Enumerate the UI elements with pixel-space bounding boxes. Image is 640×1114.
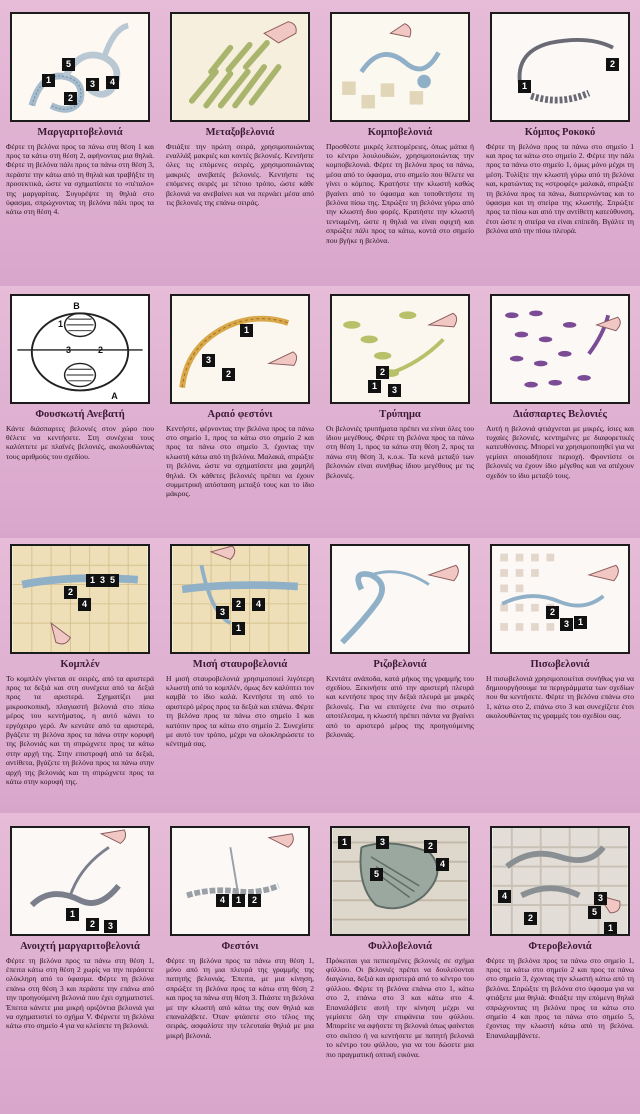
stitch-illustration	[10, 544, 150, 654]
step-number-label: 5	[588, 906, 601, 919]
step-number-label: 2	[606, 58, 619, 71]
step-number-label: 3	[202, 354, 215, 367]
stitch-description: Η πισωβελονιά χρησιμοποιείται συνήθως για να δημιουργήσουμε τα περιγράμματα των σχεδίων που θα κεντήσετε. Φέρτε τη βελόνα επάνω στο 1, κάτω στο 2, επάνω στο 3 και συνεχίζετε έτσι ακολουθώντας τις γραμμές του σχεδίου σας.	[486, 673, 634, 721]
step-number-label: 5	[62, 58, 75, 71]
step-number-label: 2	[546, 606, 559, 619]
stitch-illustration	[10, 12, 150, 122]
stitch-card-french-knot	[324, 12, 476, 245]
stitch-card-running	[324, 294, 476, 480]
stitch-card-half-cross	[164, 544, 316, 749]
fly-stitch-drawing	[492, 828, 628, 934]
step-number-label: 5	[106, 574, 119, 587]
stitch-card-stem	[324, 544, 476, 739]
step-number-label: 3	[560, 618, 573, 631]
step-number-label: 2	[424, 840, 437, 853]
step-number-label: 4	[78, 598, 91, 611]
step-number-label: 2	[232, 598, 245, 611]
stitch-illustration	[490, 294, 630, 404]
stitch-card-satin	[164, 12, 316, 207]
step-number-label: 2	[524, 912, 537, 925]
stitch-title: Αραιό φεστόνι	[207, 409, 273, 420]
step-number-label: 3	[594, 892, 607, 905]
step-number-label: 1	[66, 908, 79, 921]
stitch-title: Φεστόνι	[221, 941, 259, 952]
stem-stitch-drawing	[332, 546, 468, 652]
step-number-label: 4	[106, 76, 119, 89]
step-number-label: 2	[248, 894, 261, 907]
stitch-card-backstitch	[484, 544, 636, 721]
stitch-description: Το κομπλέν γίνεται σε σειρές, από τα αριστερά προς τα δεξιά και στη συνέχεια από τα δεξιά προς τα αριστερά. Σχηματίζει μια μικροσκοπική, πλαγιαστή βελονιά στο πίσω μέρος του κεντήματος, η αυτό κάνει το εργόχειρο γερό. Αν κεντάτε από τα αριστερά, βγάζετε τη βελόνα προς τα πάνω στην κορυφή της βελονιάς και τη σπρώχνετε προς τα κάτω στην αρχή της. Στην επιστροφή από τα δεξιά, αντίθετα, βγάζετε τη βελόνα προς τα πάνω στην αρχή της βελονιάς και τη σπρώχνετε προς τα κάτω στην κορυφή της.	[6, 673, 154, 787]
step-number-label: 2	[86, 918, 99, 931]
stitch-description: Κεντάτε ανάποδα, κατά μήκος της γραμμής του σχεδίου. Ξεκινήστε από την αριστερή πλευρά και κεντήστε προς την δεξιά πλευρά με μικρές βελονιές. Για να επιτύχετε ένα πιο στρωτό αποτέλεσμα, η κλωστή πρέπει πάντα να βγαίνει από το αριστερό μέρος της προηγούμενης βελονιάς.	[326, 673, 474, 739]
stitch-description: Φέρτε τη βελόνα προς τα πάνω στο σημείο 1 και προς τα κάτω στο σημείο 2. Φέρτε την πάλι προς τα πάνω στο σημείο 1, όμως μόνο μέχρι τη μέση. Τυλίξτε την κλωστή γύρω από τη βελόνα και, κρατώντας τις «στροφές» μαλακά, σπρώξτε τη βελόνα προς τα πάνω, διαπερνώντας και το ύφασμα και τη σπείρα της κλωστής. Σπρώξτε προς τα πίσω και από την αντίθετη κατεύθυνση, έτσι ώστε η σπείρα να είναι επίπεδη. Βγάλτε τη βελόνα από την πίσω πλευρά.	[486, 141, 634, 236]
step-number-label: 1	[86, 574, 99, 587]
stitch-title: Ριζοβελονιά	[373, 659, 427, 670]
step-number-label: 1	[574, 616, 587, 629]
step-number-label: 3	[388, 384, 401, 397]
loose-blanket-drawing	[172, 296, 308, 402]
stitch-illustration	[10, 826, 150, 936]
stitch-card-leaf	[324, 826, 476, 1059]
stitch-illustration	[490, 12, 630, 122]
leaf-stitch-drawing	[332, 828, 468, 934]
step-number-label: 2	[222, 368, 235, 381]
step-number-label: 1	[232, 894, 245, 907]
step-number-label: 1	[368, 380, 381, 393]
stitch-card-loose-blanket	[164, 294, 316, 499]
stitch-title: Ανοιχτή μαργαριτοβελονιά	[20, 941, 140, 952]
stitch-card-seed	[484, 294, 636, 480]
stitch-description: Κεντήστε, φέρνοντας την βελόνα προς τα πάνω στο σημείο 1, προς τα κάτω στο σημείο 2 και προς τα πάνω στο σημείο 3, έχοντας την κλωστή κάτω από τη βελόνα. Μαλακά, σπρώξτε τη βελόνα, ώστε να σχηματίσετε μια χαμηλή θηλιά. Οι κάθετες βελονιές πρέπει να έχουν συμμετρική απόσταση μεταξύ τους και το ίδιο μάκρος.	[166, 423, 314, 499]
stitch-illustration	[170, 294, 310, 404]
stitch-illustration	[330, 826, 470, 936]
stitch-description: Κάντε διάσπαρτες βελονιές στον χώρο που θέλετε να κεντήσετε. Στη συνέχεια τους καλύπτετε με πλαϊνές βελονιές, ακολουθώντας τους αριθμούς του σχεδίου.	[6, 423, 154, 461]
stitch-card-buttonhole	[164, 826, 316, 1040]
stitch-title: Μισή σταυροβελονιά	[192, 659, 288, 670]
stitch-card-continental	[4, 544, 156, 786]
buttonhole-drawing	[172, 828, 308, 934]
stitch-title: Πισωβελονιά	[530, 659, 590, 670]
stitch-illustration	[170, 544, 310, 654]
step-number-label: 1	[240, 324, 253, 337]
step-number-label: 1	[518, 80, 531, 93]
stitch-description: Φέρτε τη βελόνα προς τα πάνω στη θέση 1, μόνο από τη μια πλευρά της γραμμής της πατητής βελονιάς. Έπειτα, με μια κίνηση, σπρώξτε τη βελόνα προς τα κάτω στη θέση 2 και προς τα πάνω στη θέση 3. Πιάστε τη βελόνα με την κλωστή από κάτω της σαν θηλιά και επαναλάβετε. Όταν φτάσετε στο τέλος της σειράς, ασφαλίστε την τελευταία θηλιά με μια μικρή βελονιά.	[166, 955, 314, 1040]
step-number-label: 3	[104, 920, 117, 933]
stitch-title: Μαργαριτοβελονιά	[37, 127, 123, 138]
stitch-card-open-daisy	[4, 826, 156, 1031]
step-number-label: 4	[252, 598, 265, 611]
french-knot-drawing	[332, 14, 468, 120]
step-number-label: 1	[57, 319, 63, 329]
step-number-label: 1	[42, 74, 55, 87]
step-number-label: 4	[498, 890, 511, 903]
stitch-title: Κομπλέν	[60, 659, 100, 670]
step-number-label: 1	[338, 836, 351, 849]
stitch-illustration	[490, 544, 630, 654]
step-number-label: 3	[65, 345, 71, 355]
stitch-title: Μεταξοβελονιά	[205, 127, 275, 138]
step-number-label: 2	[64, 586, 77, 599]
stitch-description: Φέρτε τη βελόνα προς τα πάνω στη θέση 1, έπειτα κάτω στη θέση 2 χωρίς να την περάσετε ολόκληρη από το ύφασμα. Φέρτε τη βελόνα επάνω στη θέση 3 και περάστε την επάνω από την προηγούμενη βελονιά που έχει σχηματιστεί. Έπειτα κάνετε μια μικρή οριζόντια βελονιά για να σχηματιστεί το σχήμα V. Φέρνετε τη βελόνα κάτω στο σημείο 4 για να κλείσετε τη βελονιά.	[6, 955, 154, 1031]
open-daisy-drawing	[12, 828, 148, 934]
stitch-description: Φέρτε τη βελόνα προς τα πάνω στο σημείο 1, προς τα κάτω στο σημείο 2 και προς τα πάνω στο σημείο 3, έχοντας την κλωστή κάτω από τη βελόνα. Σπρώξτε τη βελόνα στο ύφασμα για να φτιάξετε μια θηλιά. Φτιάξτε την επόμενη θηλιά σπρώχνοντας τη βελόνα προς τα κάτω στο σημείο 4 και προς τα πάνω στο σημείο 5, έχοντας την κλωστή κάτω από τη βελόνα. Επαναλαμβάνετε.	[486, 955, 634, 1040]
stitch-illustration	[170, 12, 310, 122]
stitch-title: Φουσκωτή Ανεβατή	[35, 409, 125, 420]
step-number-label: 3	[96, 574, 109, 587]
seed-stitch-drawing	[492, 296, 628, 402]
step-number-label: 3	[216, 606, 229, 619]
step-number-label: B	[73, 301, 80, 311]
step-number-label: 2	[64, 92, 77, 105]
lazy-daisy-drawing	[12, 14, 148, 120]
step-number-label: 2	[97, 345, 103, 355]
stitch-description: Οι βελονιές τρυπήματα πρέπει να είναι όλες του ίδιου μεγέθους. Φέρτε τη βελόνα προς τα πάνω στη θέση 1, προς τα κάτω στη θέση 2, προς τα πάνω στη θέση 3, κ.ο.κ. Τα κενά μεταξύ των βελονιών είναι συνήθως ίδιου μεγέθους με τις βελονιές.	[326, 423, 474, 480]
stitch-description: Προσθέστε μικρές λεπτομέρειες, όπως μάτια ή το κέντρο λουλουδιών, χρησιμοποιώντας την κομποβελονιά. Φέρτε τη βελόνα προς τα πάνω, μέσα από το ύφασμα, στο σημείο που θέλετε να γίνει ο κόμπος. Κρατήστε την κλωστή καθώς βγαίνει από το ύφασμα και τοποθετήστε τη βελόνα πίσω της. Σπρώξτε τη βελόνα γύρω από την κλωστή δυο φορές. Κρατήστε την κλωστή τεντωμένη, ώστε η θηλιά να είναι σφιχτή και σπρώξτε πάλι προς τα κάτω, κοντά στο σημείο που βγήκε η βελόνα.	[326, 141, 474, 245]
step-number-label: 3	[376, 836, 389, 849]
step-number-label: 3	[86, 78, 99, 91]
stitch-description: Φτιάξτε την πρώτη σειρά, χρησιμοποιώντας εναλλάξ μακριές και κοντές βελονιές. Κεντήστε όλες τις επόμενες σειρές, χρησιμοποιώντας μακριές ανεβατές βελονιές. Κεντήστε τις επόμενες σειρές με τέτοιο τρόπο, ώστε κάθε βελονιά να ανεβαίνει και να περνάει μέσα από τις βελονιές της επάνω σειράς.	[166, 141, 314, 207]
step-number-label: A	[111, 391, 118, 401]
step-number-label: 2	[376, 366, 389, 379]
stitch-illustration	[330, 12, 470, 122]
stitch-card-bullion-knot	[484, 12, 636, 236]
stitch-card-fly	[484, 826, 636, 1040]
step-number-label: 4	[216, 894, 229, 907]
satin-stitch-drawing	[172, 14, 308, 120]
stitch-title: Κόμπος Ροκοκό	[524, 127, 596, 138]
stitch-illustration	[10, 294, 150, 404]
stitch-title: Κομποβελονιά	[367, 127, 433, 138]
stitch-title: Διάσπαρτες Βελονιές	[513, 409, 607, 420]
stitch-illustration	[170, 826, 310, 936]
stitch-title: Τρύπημα	[379, 409, 421, 420]
stitch-description: Η μισή σταυροβελονιά χρησιμοποιεί λιγότερη κλωστή από το κομπλέν, όμως δεν καλύπτει τον καμβά το ίδιο καλά. Κεντήστε τη από το αριστερό μέρος προς τα δεξιά και επάνω. Φέρτε τη βελόνα προς τα πάνω στο σημείο 1 και κατόπιν προς τα κάτω στο σημείο 2. Συνεχίστε με αυτό τον τρόπο, μέχρι να ολοκληρώσετε το κέντημά σας.	[166, 673, 314, 749]
stitch-illustration	[330, 544, 470, 654]
stitch-description: Πρόκειται για πεπιεσμένες βελονιές σε σχήμα φύλλου. Οι βελονιές πρέπει να δουλεύονται διαγώνια, δεξιά και αριστερά από το κέντρο του φύλλου. Φέρτε τη βελόνα επάνω στο 1, κάτω στο 2, επάνω στο 3 και κάτω στο 4. Επαναλάβετε αυτή την κίνηση μέχρι να γεμίσετε όλη την επιφάνεια του φύλλου. Μπορείτε να αφήσετε τη βελονιά όπως φαίνεται στο σκίτσο ή να κεντήσετε με πατητή βελονιά το κέντρο του φύλλου, για να του δώσετε μια πιο πραγματική οπτική εικόνα.	[326, 955, 474, 1059]
step-number-label: 5	[370, 868, 383, 881]
step-number-label: 4	[436, 858, 449, 871]
stitch-card-lazy-daisy	[4, 12, 156, 217]
stitch-description: Αυτή η βελονιά φτιάχνεται με μικρές, ίσιες και τυχαίες βελονιές, κεντημένες με διαφορετικές κατευθύνσεις. Μπορεί να χρησιμοποιηθεί για να γεμίσει οποιαδήποτε περιοχή. Φροντίστε οι βελονιές να έχουν ίδιο μέγεθος και να απέχουν σχεδόν το ίδιο μεταξύ τους.	[486, 423, 634, 480]
stitch-description: Φέρτε τη βελόνα προς τα πάνω στη θέση 1 και προς τα κάτω στη θέση 2, αφήνοντας μια θηλιά. Φέρτε τη βελόνα πάλι προς τα πάνω στη θέση 3, περάστε την κάτω από τη θηλιά και τραβήξτε τη προσεκτικά, ώστε να σχηματίσετε το «πέταλο» της μαργαρίτας. Συγυρέψτε τη θηλιά στο ύφασμα, σπρώχνοντας τη βελόνα πάλι προς τα κάτω στη θέση 4.	[6, 141, 154, 217]
stitch-title: Φτεροβελονιά	[528, 941, 592, 952]
stitch-illustration	[490, 826, 630, 936]
stitch-card-padded-raised	[4, 294, 156, 461]
stitch-title: Φυλλοβελονιά	[368, 941, 432, 952]
step-number-label: 1	[232, 622, 245, 635]
stitch-illustration	[330, 294, 470, 404]
backstitch-drawing	[492, 546, 628, 652]
step-number-label: 1	[604, 922, 617, 935]
